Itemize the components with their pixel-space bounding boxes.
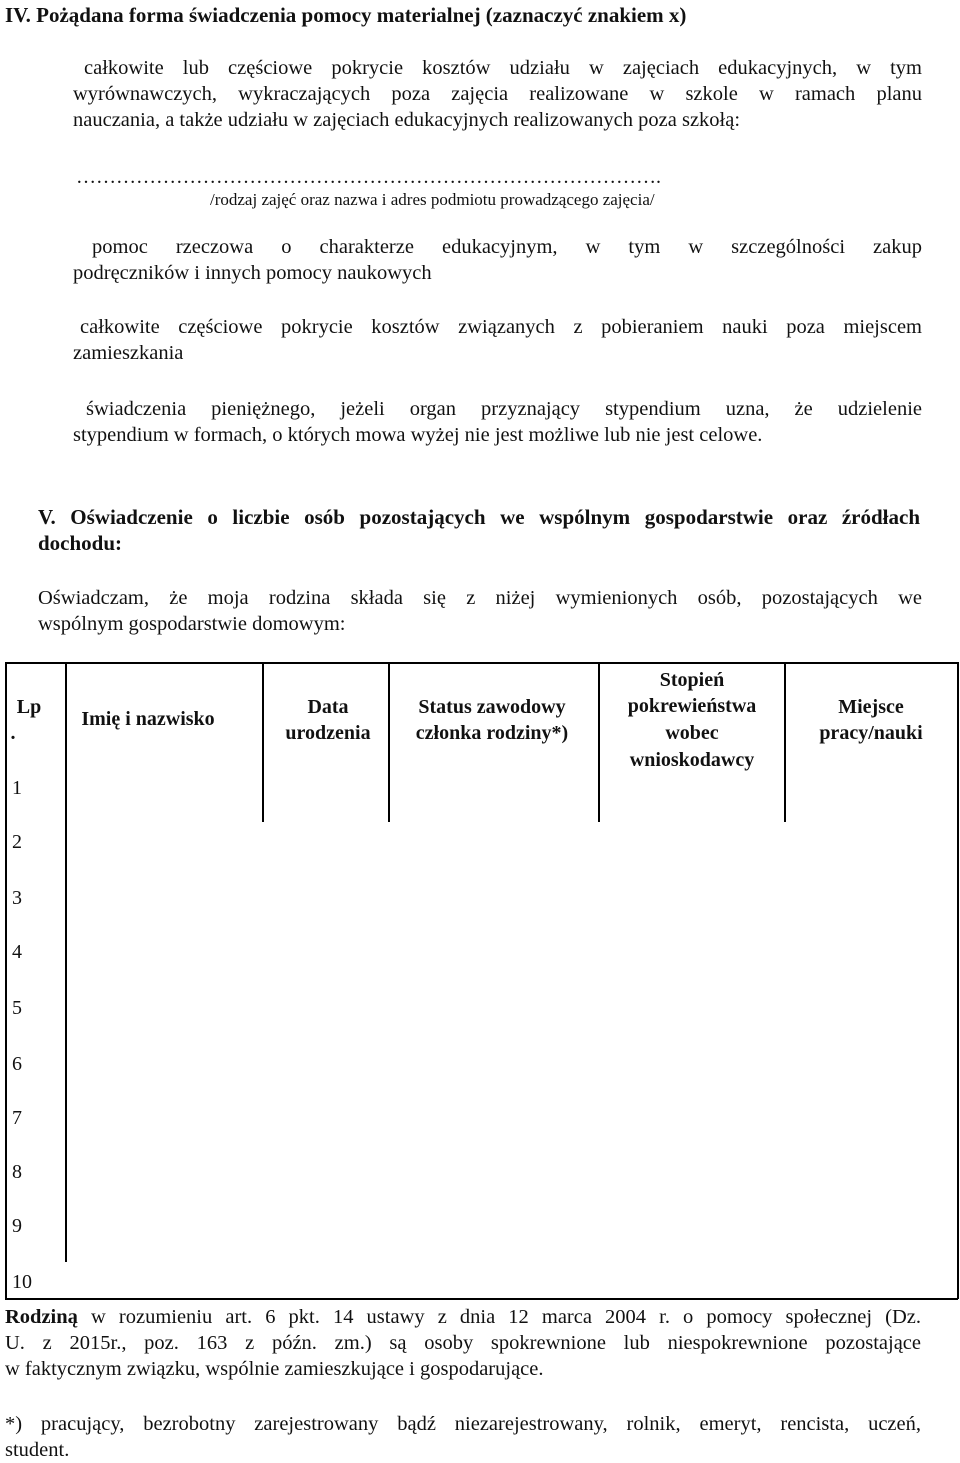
row-number-10: 10 [12,1271,32,1293]
option-1-line-3: nauczania, a także udziału w zajęciach edukacyjnych realizowanych poza szkołą: [73,109,741,131]
option-4-line-1: świadczenia pieniężnego, jeżeli organ przyznający stypendium uzna, że udzielenie [86,398,922,420]
family-definition-line-2: U. z 2015r., poz. 163 z późn. zm.) są osoby spokrewnione lub niespokrewnione pozostające [5,1332,921,1354]
header-birth-line-1: Data [307,696,349,718]
table-top-border [5,662,958,664]
table-right-border [957,662,959,1299]
row-number-6: 6 [12,1053,22,1075]
table-left-border [5,662,7,1299]
row-number-7: 7 [12,1107,22,1129]
header-name: Imię i nazwisko [81,708,215,730]
dotted-line-caption: /rodzaj zajęć oraz nazwa i adres podmiotu prowadzącego zajęcia/ [210,190,655,209]
section-iv-title: IV. Pożądana forma świadczenia pomocy materialnej (zaznaczyć znakiem x) [5,3,687,27]
section-v-title-line-1: V. Oświadczenie o liczbie osób pozostających we wspólnym gospodarstwie oraz źródłach [38,505,920,529]
row-number-5: 5 [12,997,22,1019]
row-number-2: 2 [12,831,22,853]
statement-line-1: Oświadczam, że moja rodzina składa się z niżej wymienionych osób, pozostających we [38,587,922,609]
header-place-line-1: Miejsce [838,696,904,718]
option-3-line-2: zamieszkania [73,342,184,364]
family-definition-rest: w rozumieniu art. 6 pkt. 14 ustawy z dnia 12 marca 2004 r. o pomocy społecznej (Dz. [77,1306,921,1328]
row-number-8: 8 [12,1161,22,1183]
status-footnote-line-1: *) pracujący, bezrobotny zarejestrowany bądź niezarejestrowany, rolnik, emeryt, rencista, uczeń, [5,1413,921,1435]
status-footnote-line-2: student. [5,1439,70,1461]
header-birth-line-2: urodzenia [285,722,371,744]
header-relation-line-1: Stopień [659,669,725,691]
header-lp: Lp [16,696,42,718]
header-place-line-2: pracy/nauki [819,722,923,744]
header-relation-line-4: wnioskodawcy [629,749,755,771]
option-1-line-2: wyrównawczych, wykraczających poza zajęcia realizowane w szkole w ramach planu [73,83,922,105]
row-number-1: 1 [12,777,22,799]
option-2-line-2: podręczników i innych pomocy naukowych [73,262,432,284]
header-relation-line-2: pokrewieństwa [627,695,757,717]
header-relation-line-3: wobec [665,722,719,744]
header-status-line-2: członka rodziny*) [415,722,569,744]
row-number-4: 4 [12,941,22,963]
dotted-fill-line[interactable]: ……………………………………………………………………………. [76,166,661,188]
table-bottom-border [5,1298,958,1300]
section-v-title-line-2: dochodu: [38,531,123,555]
option-3-line-1: całkowite częściowe pokrycie kosztów związanych z pobieraniem nauki poza miejscem [80,316,922,338]
family-definition-line-1 [5,1304,921,1330]
header-status-line-1: Status zawodowy [418,696,566,718]
statement-line-2: wspólnym gospodarstwie domowym: [38,613,346,635]
row-number-9: 9 [12,1215,22,1237]
family-definition-line-3: w faktycznym związku, wspólnie zamieszkujące i gospodarujące. [5,1358,544,1380]
column-divider-1 [65,662,67,1262]
header-lp-dot: . [10,722,16,744]
option-4-line-2: stypendium w formach, o których mowa wyżej nie jest możliwe lub nie jest celowe. [73,424,763,446]
family-definition-bold: Rodziną [5,1306,78,1328]
option-1-line-1: całkowite lub częściowe pokrycie kosztów udziału w zajęciach edukacyjnych, w tym [84,57,922,79]
option-2-line-1: pomoc rzeczowa o charakterze edukacyjnym, w tym w szczególności zakup [92,236,922,258]
row-number-3: 3 [12,887,22,909]
